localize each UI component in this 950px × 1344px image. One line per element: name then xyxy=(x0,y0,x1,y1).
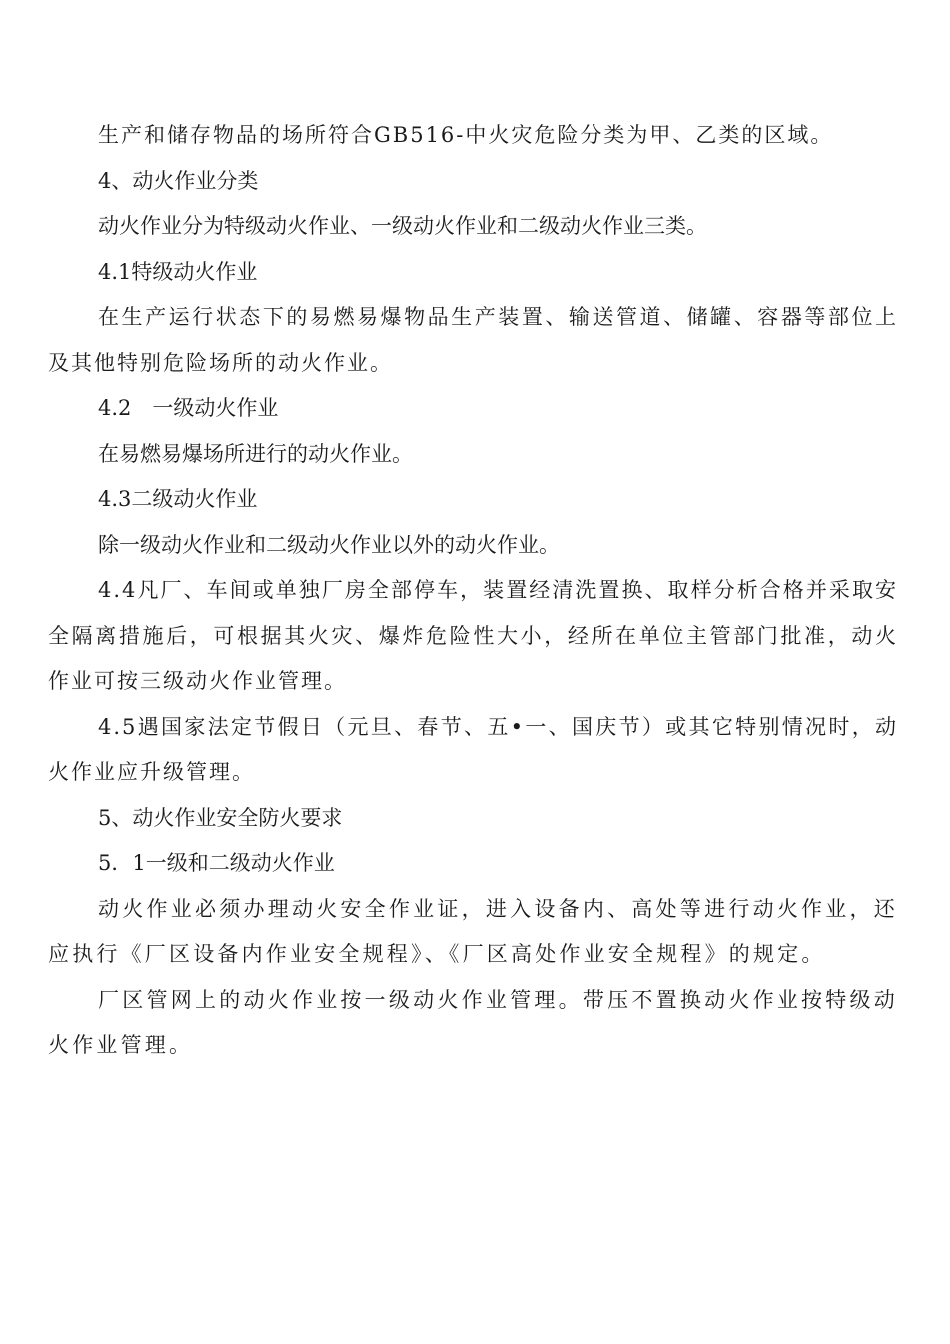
paragraph-classification: 动火作业分为特级动火作业、一级动火作业和二级动火作业三类。 xyxy=(98,214,707,238)
heading-section-5: 5、动火作业安全防火要求 xyxy=(98,805,343,830)
paragraph-special-level: 在生产运行状态下的易燃易爆物品生产装置、输送管道、储罐、容器等部位上及其他特别危险场所的动火作业。 xyxy=(48,305,898,375)
heading-4-3: 4.3二级动火作业 xyxy=(98,487,258,511)
heading-section-4: 4、动火作业分类 xyxy=(98,168,259,193)
paragraph-hazard-area: 生产和储存物品的场所符合GB516-中火灾危险分类为甲、乙类的区域。 xyxy=(98,123,834,147)
paragraph-level-two: 除一级动火作业和二级动火作业以外的动火作业。 xyxy=(98,532,560,557)
paragraph-4-5: 4.5遇国家法定节假日（元旦、春节、五•一、国庆节）或其它特别情况时，动火作业应升级管理。 xyxy=(48,714,898,784)
heading-4-1: 4.1特级动火作业 xyxy=(98,259,258,284)
heading-5-1: 5．1一级和二级动火作业 xyxy=(98,851,335,875)
paragraph-4-4: 4.4凡厂、车间或单独厂房全部停车，装置经清洗置换、取样分析合格并采取安全隔离措施后，可根据其火灾、爆炸危险性大小，经所在单位主管部门批准，动火作业可按三级动火作业管理。 xyxy=(48,578,898,693)
paragraph-level-one: 在易燃易爆场所进行的动火作业。 xyxy=(98,441,413,466)
document-page xyxy=(48,113,898,1069)
paragraph-permit: 动火作业必须办理动火安全作业证，进入设备内、高处等进行动火作业，还应执行《厂区设备内作业安全规程》、《厂区高处作业安全规程》的规定。 xyxy=(48,896,898,966)
heading-4-2: 4.2 一级动火作业 xyxy=(98,396,279,420)
paragraph-pipeline: 厂区管网上的动火作业按一级动火作业管理。带压不置换动火作业按特级动火作业管理。 xyxy=(48,987,898,1057)
